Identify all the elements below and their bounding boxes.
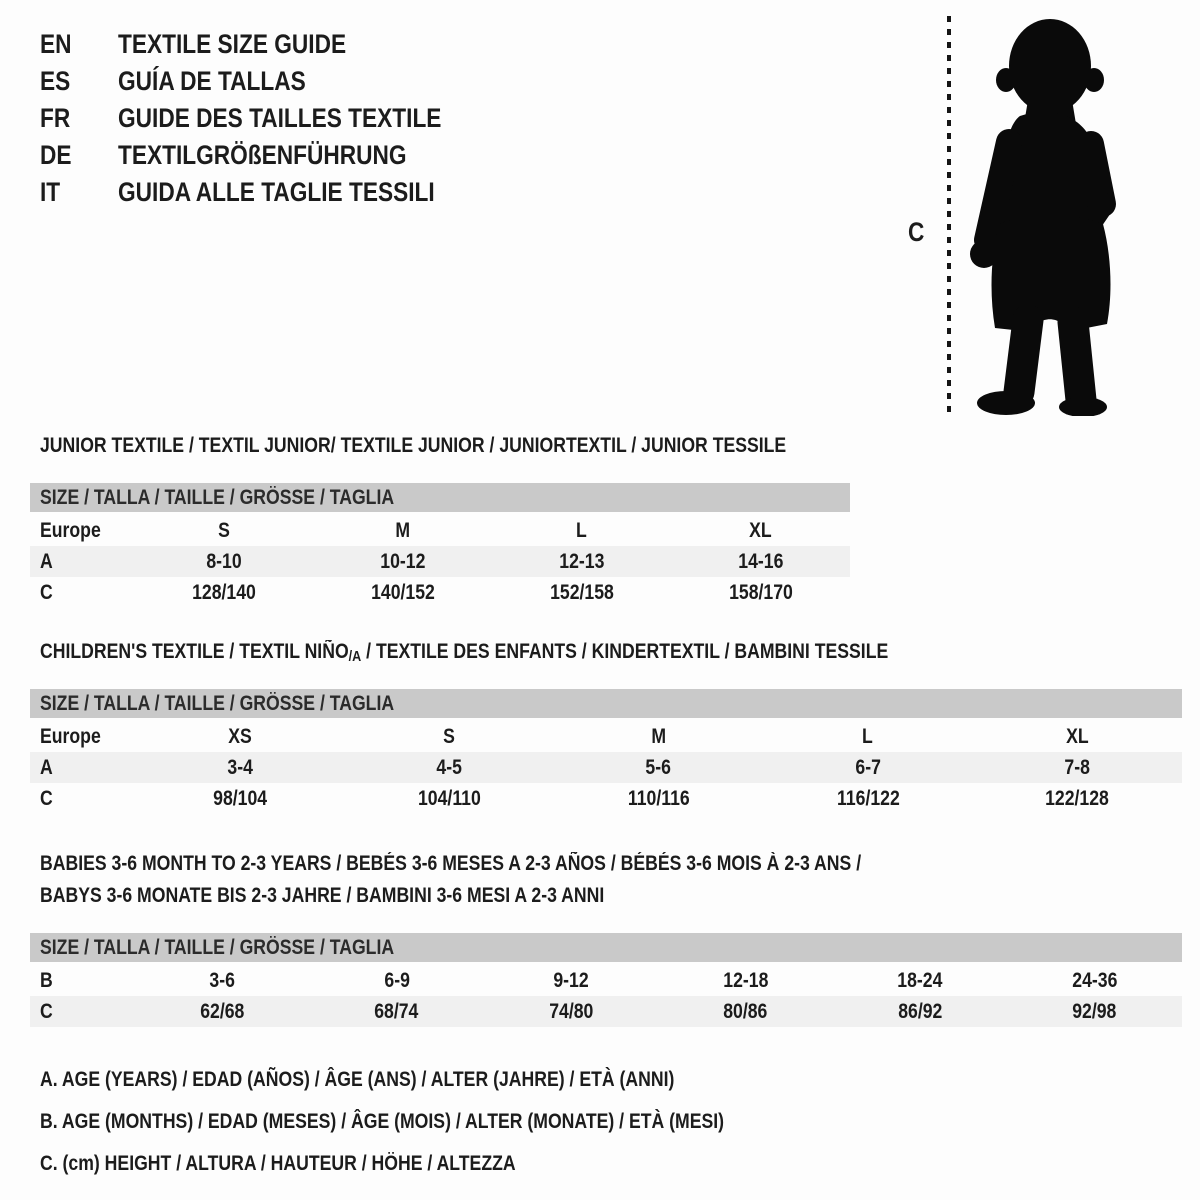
babies-size-table xyxy=(30,933,1182,1027)
table-cell: 92/98 xyxy=(1072,999,1117,1023)
junior-section-title: JUNIOR TEXTILE / TEXTIL JUNIOR/ TEXTILE JUNIOR / JUNIORTEXTIL / JUNIOR TESSILE xyxy=(40,434,787,457)
row-label: C xyxy=(40,999,53,1023)
table-cell: 158/170 xyxy=(728,580,793,604)
row-label: A xyxy=(40,755,53,779)
table-cell: XL xyxy=(1066,724,1089,748)
language-item-en xyxy=(40,26,503,63)
table-cell: 86/92 xyxy=(898,999,943,1023)
table-row-europe xyxy=(30,721,1182,752)
table-cell: 5-6 xyxy=(645,755,672,779)
table-cell: L xyxy=(576,518,588,542)
table-cell: 152/158 xyxy=(549,580,614,604)
table-cell: 8-10 xyxy=(206,549,243,573)
guide-title-fr: GUIDE DES TAILLES TEXTILE xyxy=(118,103,442,133)
table-cell: 3-4 xyxy=(226,755,253,779)
table-cell: 116/122 xyxy=(836,786,900,810)
table-cell: XL xyxy=(749,518,772,542)
language-code: ES xyxy=(40,66,71,96)
height-measure-label: C xyxy=(908,217,925,247)
row-label: B xyxy=(40,968,53,992)
table-cell: S xyxy=(218,518,231,542)
junior-size-table xyxy=(30,483,850,608)
table-row-age-months xyxy=(30,965,1182,996)
language-code: FR xyxy=(40,103,71,133)
babies-title-line2: BABYS 3-6 MONATE BIS 2-3 JAHRE / BAMBINI 3-6 MESI A 2-3 ANNI xyxy=(40,884,605,907)
language-guide-list xyxy=(40,26,503,211)
table-cell: 6-9 xyxy=(383,968,410,992)
guide-title-en: TEXTILE SIZE GUIDE xyxy=(118,29,347,59)
table-cell: 68/74 xyxy=(374,999,419,1023)
language-item-es xyxy=(40,63,503,100)
guide-title-es: GUÍA DE TALLAS xyxy=(118,66,306,96)
babies-section-title xyxy=(40,848,1018,912)
guide-title-it: GUIDA ALLE TAGLIE TESSILI xyxy=(118,177,435,207)
table-cell: 80/86 xyxy=(723,999,768,1023)
table-cell: 12-18 xyxy=(723,968,769,992)
children-size-table xyxy=(30,689,1182,814)
table-cell: 14-16 xyxy=(738,549,784,573)
table-cell: 128/140 xyxy=(192,580,257,604)
table-cell: 62/68 xyxy=(200,999,245,1023)
table-cell: M xyxy=(651,724,666,748)
table-cell: 4-5 xyxy=(436,755,462,779)
table-cell: L xyxy=(862,724,874,748)
table-cell: 122/128 xyxy=(1045,786,1110,810)
table-cell: 104/110 xyxy=(417,786,481,810)
language-code: DE xyxy=(40,140,72,170)
table-cell: 3-6 xyxy=(209,968,235,992)
height-measure-dashed-line xyxy=(947,16,951,413)
row-label: C xyxy=(40,786,53,810)
table-cell: 74/80 xyxy=(549,999,594,1023)
table-cell: S xyxy=(443,724,455,748)
table-cell: 24-36 xyxy=(1072,968,1118,992)
children-section-title: CHILDREN'S TEXTILE / TEXTIL NIÑO/A / TEXTILE DES ENFANTS / KINDERTEXTIL / BAMBINI TESSILE xyxy=(40,640,889,665)
row-label: C xyxy=(40,580,53,604)
row-label: A xyxy=(40,549,53,573)
table-cell: 9-12 xyxy=(553,968,589,992)
nino-a-subscript: /A xyxy=(348,648,362,665)
table-cell: XS xyxy=(227,724,252,748)
row-label: Europe xyxy=(40,518,101,542)
language-code: IT xyxy=(40,177,61,207)
table-header: SIZE / TALLA / TAILLE / GRÖSSE / TAGLIA xyxy=(30,483,850,512)
legend-line-height: C. (cm) HEIGHT / ALTURA / HAUTEUR / HÖHE / ALTEZZA xyxy=(40,1152,516,1175)
table-row-age xyxy=(30,546,850,577)
row-label: Europe xyxy=(40,724,101,748)
table-cell: 7-8 xyxy=(1064,755,1091,779)
language-item-de xyxy=(40,137,503,174)
table-row-height xyxy=(30,577,850,608)
language-item-it xyxy=(40,174,503,211)
table-cell: 110/116 xyxy=(627,786,690,810)
legend-line-age-months: B. AGE (MONTHS) / EDAD (MESES) / ÂGE (MOIS) / ALTER (MONATE) / ETÀ (MESI) xyxy=(40,1110,725,1133)
table-row-europe xyxy=(30,515,850,546)
table-cell: 18-24 xyxy=(897,968,943,992)
table-cell: 98/104 xyxy=(212,786,267,810)
language-item-fr xyxy=(40,100,503,137)
table-cell: 6-7 xyxy=(855,755,881,779)
table-header: SIZE / TALLA / TAILLE / GRÖSSE / TAGLIA xyxy=(30,689,1182,718)
table-row-height xyxy=(30,996,1182,1027)
table-cell: 140/152 xyxy=(371,580,436,604)
table-row-age xyxy=(30,752,1182,783)
table-cell: 10-12 xyxy=(380,549,426,573)
table-row-height xyxy=(30,783,1182,814)
table-header: SIZE / TALLA / TAILLE / GRÖSSE / TAGLIA xyxy=(30,933,1182,962)
table-cell: 12-13 xyxy=(559,549,605,573)
legend-line-age-years: A. AGE (YEARS) / EDAD (AÑOS) / ÂGE (ANS) / ALTER (JAHRE) / ETÀ (ANNI) xyxy=(40,1068,675,1091)
babies-title-line1: BABIES 3-6 MONTH TO 2-3 YEARS / BEBÉS 3-6 MESES A 2-3 AÑOS / BÉBÉS 3-6 MOIS À 2-3 ANS / xyxy=(40,852,862,875)
guide-title-de: TEXTILGRÖßENFÜHRUNG xyxy=(118,140,407,170)
table-cell: M xyxy=(395,518,411,542)
language-code: EN xyxy=(40,29,72,59)
toddler-silhouette-image xyxy=(962,14,1134,416)
